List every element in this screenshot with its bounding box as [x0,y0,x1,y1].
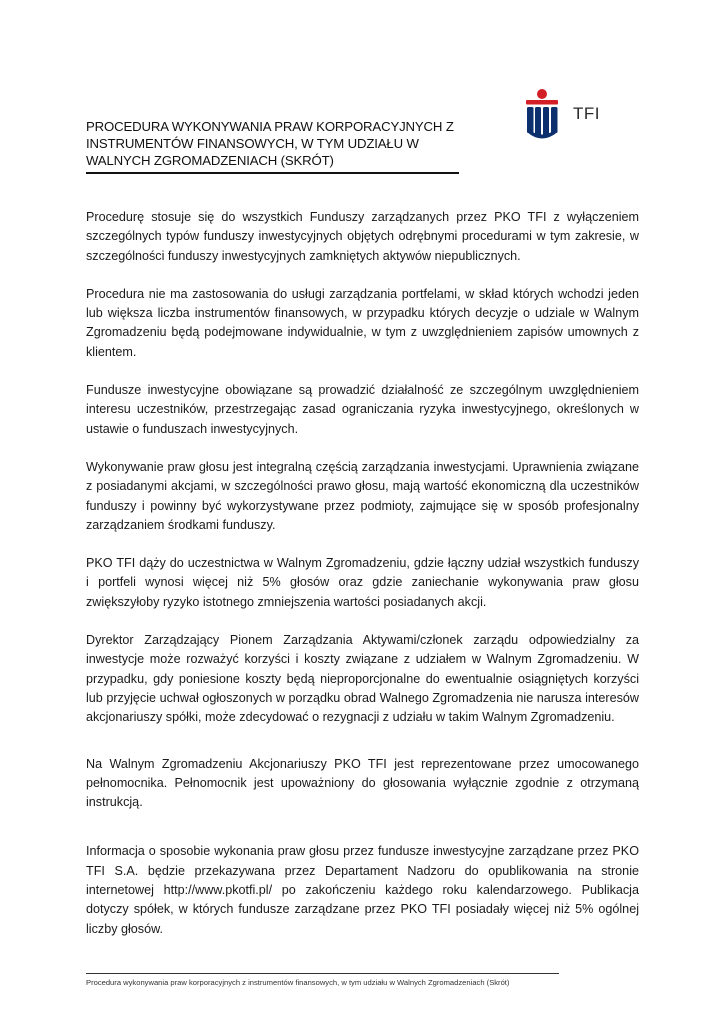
paragraph-proxy: Na Walnym Zgromadzeniu Akcjonariuszy PKO TFI jest reprezentowane przez umocowanego pełnomocnika. Pełnomocnik jest upoważniony do głosowania wyłącznie zgodnie z otrzymaną instrukcją. [86,756,639,810]
paragraph-investor-interest: Fundusze inwestycyjne obowiązane są prowadzić działalność ze szczególnym uwzględnieniem interesu uczestników, przestrzegając zasad ograniczania ryzyka inwestycyjnego, określonych w ustawie o funduszach inwestycyjnych. [86,383,639,436]
paragraph-portfolio-exclusion: Procedura nie ma zastosowania do usługi zarządzania portfelami, w skład których wchodzi jeden lub większa liczba instrumentów finansowych, w przypadku których decyzje o udziale w Walnym Zgromadzeniu będą podejmowane indywidualnie, w tym z uwzględnieniem zapisów umownych z klientem. [86,286,639,359]
paragraph-scope: Procedurę stosuje się do wszystkich Funduszy zarządzanych przez PKO TFI z wyłączeniem szczególnych typów funduszy inwestycyjnych objętych odrębnymi procedurami w tym zakresie, w szczególności funduszy inwestycyjnych zamkniętych aktywów niepublicznych. [86,210,639,263]
logo-red-bar [526,100,558,105]
paragraph-voting-rights: Wykonywanie praw głosu jest integralną częścią zarządzania inwestycjami. Uprawnienia związane z posiadanymi akcjami, w szczególności prawo głosu, mają wartość ekonomiczną dla uczestników funduszy i powinny być wykorzystywane przez podmioty, zajmujące się w sposób profesjonalny zarządzaniem środkami funduszy. [86,459,639,532]
logo-navy-pillars [527,107,558,139]
logo-red-dot [537,89,547,99]
footer-divider [86,973,559,974]
paragraph-director-decision: Dyrektor Zarządzający Pionem Zarządzania Aktywami/członek zarządu odpowiedzialny za inwestycje może rozważyć korzyści i koszty związane z udziałem w Walnym Zgromadzeniu. W przypadku, gdy poniesione koszty będą nieproporcjonalne do ewentualnie osiągniętych korzyści lub przyjęcie uchwał ogłoszonych w porządku obrad Walnego Zgromadzenia nie narusza interesów akcjonariuszy spółki, może zdecydować o rezygnacji z udziału w takim Walnym Zgromadzeniu. [86,633,639,725]
document-body [86,208,639,939]
paragraph-participation-threshold: PKO TFI dąży do uczestnictwa w Walnym Zgromadzeniu, gdzie łączny udział wszystkich funduszy i portfeli wynosi więcej niż 5% głosów oraz gdzie zaniechanie wykonywania praw głosu zwiększyłoby ryzyko istotnego zmniejszenia wartości posiadanych akcji. [86,556,639,609]
document-title: PROCEDURA WYKONYWANIA PRAW KORPORACYJNYCH Z INSTRUMENTÓW FINANSOWYCH, W TYM UDZIAŁU W WALNYCH ZGROMADZENIACH (SKRÓT) [86,119,454,168]
page-footer: Procedura wykonywania praw korporacyjnych z instrumentów finansowych, w tym udziału w Walnych Zgromadzeniach (Skrót) [86,978,510,987]
paragraph-publication: Informacja o sposobie wykonania praw głosu przez fundusze inwestycyjne zarządzane przez PKO TFI S.A. będzie przekazywana przez Departament Nadzoru do opublikowania na stronie internetowej http://www.pkotfi.pl/ po zakończeniu każdego roku kalendarzowego. Publikacja dotyczy spółek, w których fundusze zarządzane przez PKO TFI posiadały więcej niż 5% ogólnej liczby głosów. [86,844,639,936]
logo-tfi-text: TFI [573,104,600,123]
title-underline [86,172,459,174]
